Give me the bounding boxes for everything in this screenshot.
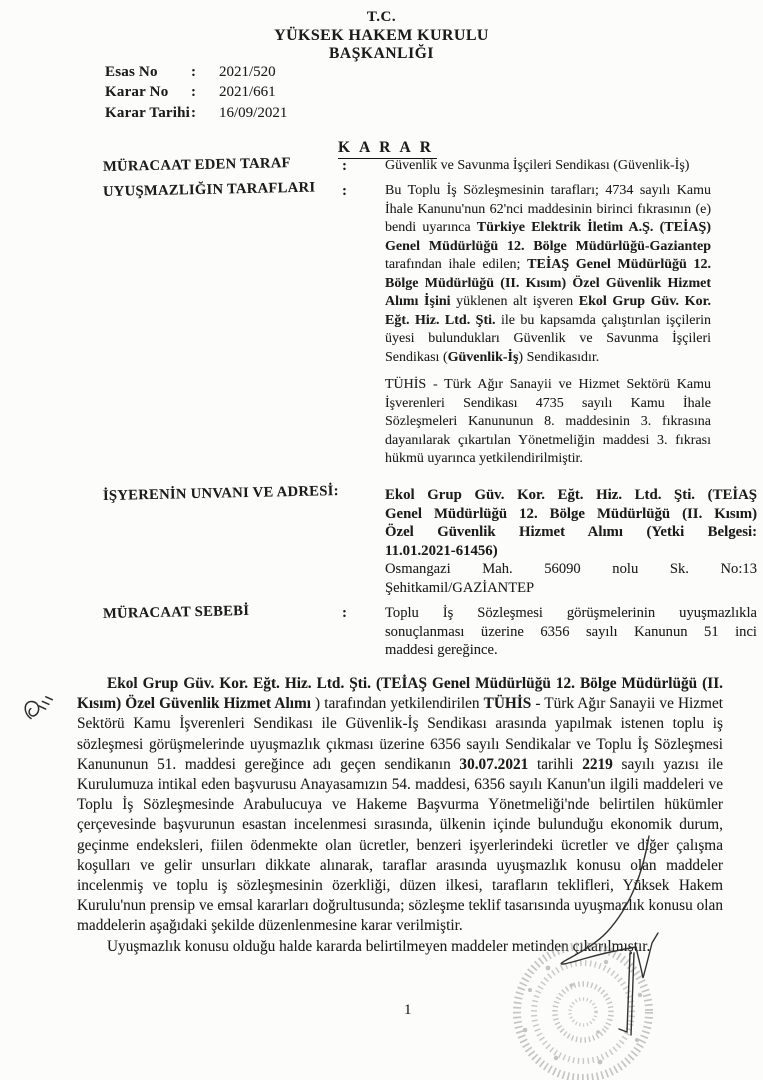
reason-line: maddesi gereğince.: [385, 642, 498, 658]
decision-body: [77, 674, 723, 957]
header-republic: T.C.: [366, 9, 397, 25]
parties-paragraph-1: Bu Toplu İş Sözleşmesinin tarafları; 4734 sayılı Kamu İhale Kanunu'nun 62'nci maddesinin birinci fıkrasının (e) bendi uyarınca Türkiye Elektrik İletim A.Ş. (TEİAŞ) Genel Müdürlüğü 12. Bölge Müdürlüğü-Gaziantep tarafından ihale edilen; TEİAŞ Genel Müdürlüğü 12. Bölge Müdürlüğü (II. Kısım) Özel Güvenlik Hizmet Alımı İşini yüklenen alt işveren Ekol Grup Güv. Kor. Eğt. Hiz. Ltd. Şti. ile bu kapsamda çalıştırılan işçilerin üyesi bulundukları Güvenlik ve Savunma İşçileri Sendikası (Güvenlik-İş) Sendikasıdır.: [385, 183, 711, 365]
field-colon-reason: :: [342, 605, 347, 621]
handwritten-paraph: [22, 690, 55, 721]
workplace-address-line: Osmangazi Mah. 56090 nolu Sk. No:13: [385, 561, 757, 577]
meta-value: 2021/520: [219, 64, 276, 80]
meta-separator: :: [191, 84, 196, 101]
meta-row-karar-tarihi: [105, 103, 287, 123]
field-colon-applicant: :: [342, 158, 347, 174]
meta-separator: :: [191, 104, 196, 121]
reason-line: sonuçlanması üzerine 6356 sayılı Kanunun 51 inci: [385, 623, 757, 640]
field-value-reason: [385, 604, 757, 660]
body-paragraph-1: Ekol Grup Güv. Kor. Eğt. Hiz. Ltd. Şti. (TEİAŞ Genel Müdürlüğü 12. Bölge Müdürlüğü (II. Kısım) Özel Güvenlik Hizmet Alımı ) tarafından yetkilendirilen TÜHİS - Türk Ağır Sanayii ve Hizmet Sektörü Kamu İşverenleri Sendikası ile Güvenlik-İş Sendikası arasında yapılmak istenen toplu iş sözleşmesi görüşmelerinde uyuşmazlık çıkması üzerine 6356 sayılı Sendikalar ve Toplu İş Sözleşmesi Kanununun 51. maddesi gereğince adı geçen sendikanın 30.07.2021 tarihli 2219 sayılı yazısı ile Kurulumuza intikal eden başvurusu Anayasamızın 54. maddesi, 6356 sayılı Kanun'un ilgili maddeleri ve Toplu İş Sözleşmesinde Arabulucuya ve Hakeme Başvurma Yönetmeliği'nde belirtilen hükümler çerçevesinde başvurunun esastan incelenmesi sırasında, ülkenin içinde bulunduğu ekonomik durum, geçinme endeksleri, fiilen ödenmekte olan ücretler, benzeri işyerlerindeki ücretler ve diğer çalışma koşulları ve gelir unsurları dikkate alınarak, taraflar arasında uyuşmazlık konusu olan maddeler incelenmiş ve toplu iş sözleşmesinin özerkliği, düzen ilkesi, tarafların teklifleri, Yüksek Hakem Kurulu'nun prensip ve emsal kararları doğrultusunda; sözleşme teklif tasarısında uyuşmazlık konusu olan maddelerin aşağıdaki şekilde düzenlenmesine karar verilmiştir.: [77, 675, 723, 935]
field-label-applicant: MÜRACAAT EDEN TARAF: [102, 155, 291, 175]
meta-row-karar-no: [105, 82, 287, 102]
body-paragraph-2: Uyuşmazlık konusu olduğu halde kararda belirtilmeyen maddeler metinden çıkarılmıştır.: [107, 937, 651, 955]
meta-separator: :: [191, 64, 196, 80]
document-header: [0, 9, 763, 63]
field-label-workplace: İŞYERENİN UNVANI VE ADRESİ:: [102, 483, 339, 504]
case-meta: [105, 62, 287, 123]
field-value-parties: [385, 182, 711, 469]
meta-label: Esas No: [105, 64, 158, 80]
meta-label: Karar No: [105, 84, 169, 101]
meta-label: Karar Tarihi: [105, 104, 191, 121]
workplace-line: 11.01.2021-61456): [385, 542, 498, 559]
applicant-text: Güvenlik ve Savunma İşçileri Sendikası (Güvenlik-İş): [385, 158, 690, 173]
page-number: 1: [404, 1002, 412, 1018]
workplace-address-line: Şehitkamil/GAZİANTEP: [385, 579, 535, 596]
workplace-line: Ekol Grup Güv. Kor. Eğt. Hiz. Ltd. Şti. (TEİAŞ: [385, 487, 757, 503]
parties-paragraph-2: TÜHİS - Türk Ağır Sanayii ve Hizmet Sektörü Kamu İşverenleri Sendikası 4735 sayılı Kamu İhale Sözleşmeleri Kanununun 8. maddesinin 3. fıkrasına dayanılarak çıkartılan Yönetmeliğin maddesi 3. fıkrası hükmü uyarınca yetkilendirilmiştir.: [385, 377, 711, 466]
reason-line: Toplu İş Sözleşmesi görüşmelerinin uyuşmazlıkla: [385, 605, 757, 621]
header-organization: YÜKSEK HAKEM KURULU: [274, 27, 489, 44]
round-ink-stamp: [517, 946, 649, 1078]
field-value-applicant: [385, 157, 757, 176]
field-value-workplace: [385, 486, 757, 597]
header-department: BAŞKANLIĞI: [328, 45, 435, 62]
field-label-parties: UYUŞMAZLIĞIN TARAFLARI: [102, 179, 316, 200]
meta-row-esas-no: [105, 62, 287, 82]
workplace-line: Özel Güvenlik Hizmet Alımı (Yetki Belgesi:: [385, 524, 757, 540]
decision-heading: K A R A R: [338, 139, 437, 159]
meta-value: 2021/661: [219, 84, 276, 101]
field-colon-parties: :: [342, 183, 347, 199]
meta-value: 16/09/2021: [219, 104, 288, 121]
workplace-line: Genel Müdürlüğü 12. Bölge Müdürlüğü (II. Kısım): [385, 505, 757, 522]
field-label-reason: MÜRACAAT SEBEBİ: [102, 602, 250, 622]
